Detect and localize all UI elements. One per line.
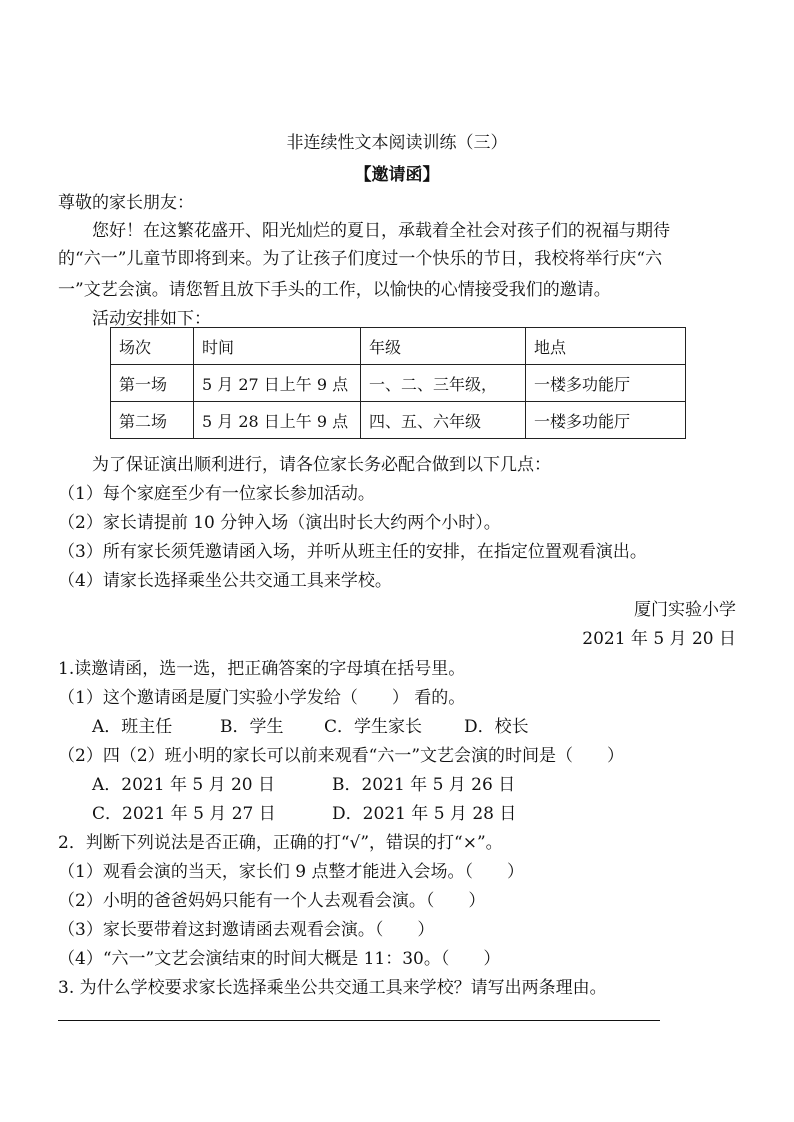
letter-paragraph-line: 您好！在这繁花盛开、阳光灿烂的夏日，承载着全社会对孩子们的祝福与期待 [92,221,670,241]
option-a: A．班主任 [92,717,173,737]
table-cell: 第一场 [111,365,194,402]
question-1-sub2-options [92,770,515,795]
option-c: C．学生家长 [324,717,423,737]
table-cell: 5 月 28 日上午 9 点 [194,402,361,439]
option-a: A．2021 年 5 月 20 日 [92,775,276,795]
notice-item: （1）每个家庭至少有一位家长参加活动。 [58,484,375,504]
question-1-sub1: （1）这个邀请函是厦门实验小学发给（ ） 看的。 [58,688,466,708]
notice-intro: 为了保证演出顺利进行，请各位家长务必配合做到以下几点： [92,455,551,475]
option-d: D．校长 [464,717,529,737]
table-header-cell: 场次 [111,328,194,365]
option-b: B．2021 年 5 月 26 日 [332,775,516,795]
judgement-item: （3）家长要带着这封邀请函去观看会演。（ ） [58,920,435,940]
table-header-cell: 地点 [526,328,686,365]
question-3-prompt: 3. 为什么学校要求家长选择乘坐公共交通工具来学校？请写出两条理由。 [58,978,607,998]
option-b: B．学生 [220,717,284,737]
answer-line[interactable] [58,1020,660,1021]
judgement-item: （4）“六一”文艺会演结束的时间大概是 11：30。（ ） [58,949,501,969]
question-1-sub1-options [92,712,529,737]
table-cell: 5 月 27 日上午 9 点 [194,365,361,402]
notice-item: （2）家长请提前 10 分钟入场（演出时长大约两个小时）。 [58,513,501,533]
schedule-intro: 活动安排如下： [92,309,211,329]
question-1-prompt: 1.读邀请函，选一选，把正确答案的字母填在括号里。 [58,659,466,679]
judgement-item: （2）小明的爸爸妈妈只能有一个人去观看会演。（ ） [58,891,486,911]
worksheet-title: 非连续性文本阅读训练（三） [286,133,508,153]
notice-item: （3）所有家长须凭邀请函入场，并听从班主任的安排，在指定位置观看演出。 [58,542,647,562]
letter-date: 2021 年 5 月 20 日 [582,629,736,649]
table-header-cell: 时间 [194,328,361,365]
table-row [111,365,686,402]
schedule-table [110,327,686,439]
table-header-row [111,328,686,365]
table-cell: 一楼多功能厅 [526,402,686,439]
judgement-item: （1）观看会演的当天，家长们 9 点整才能进入会场。（ ） [58,862,524,882]
question-1-sub2-options [92,799,516,824]
letter-paragraph-line: 的“六一”儿童节即将到来。为了让孩子们度过一个快乐的节日，我校将举行庆“六 [58,249,663,269]
greeting: 尊敬的家长朋友： [58,193,194,213]
table-cell: 第二场 [111,402,194,439]
signature: 厦门实验小学 [634,600,736,620]
table-cell: 四、五、六年级 [361,402,526,439]
question-2-prompt: 2．判断下列说法是否正确，正确的打“√”，错误的打“×”。 [58,833,503,853]
letter-heading: 【邀请函】 [354,165,440,185]
table-header-cell: 年级 [361,328,526,365]
table-cell: 一、二、三年级， [361,365,526,402]
notice-item: （4）请家长选择乘坐公共交通工具来学校。 [58,571,392,591]
question-1-sub2: （2）四（2）班小明的家长可以前来观看“六一”文艺会演的时间是（ ） [58,746,625,766]
option-d: D．2021 年 5 月 28 日 [332,804,517,824]
table-cell: 一楼多功能厅 [526,365,686,402]
option-c: C．2021 年 5 月 27 日 [92,804,276,824]
table-row [111,402,686,439]
letter-paragraph-line: 一”文艺会演。请您暂且放下手头的工作，以愉快的心情接受我们的邀请。 [58,280,611,300]
